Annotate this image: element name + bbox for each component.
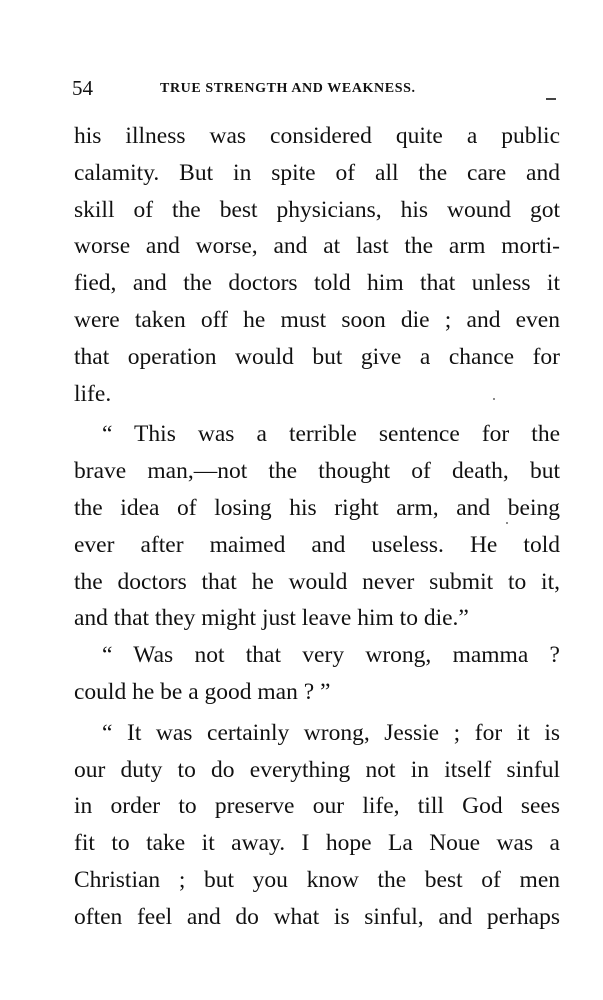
text-line: worse and worse, and at last the arm morti-	[74, 233, 560, 260]
running-title: TRUE STRENGTH AND WEAKNESS.	[160, 81, 416, 96]
text-line: fit to take it away. I hope La Noue was a	[74, 830, 560, 857]
text-line: and that they might just leave him to die.”	[74, 605, 469, 632]
ink-speck	[506, 522, 508, 524]
ink-speck	[493, 398, 495, 400]
text-line: the idea of losing his right arm, and being	[74, 494, 560, 521]
body-text	[74, 118, 560, 936]
text-line: his illness was considered quite a public	[74, 123, 560, 149]
text-line: brave man,—not the thought of death, but	[74, 458, 560, 485]
print-mark	[546, 98, 556, 100]
text-line: were taken off he must soon die ; and even	[74, 306, 560, 333]
paragraph-start-line: “ It was certainly wrong, Jessie ; for it is	[102, 719, 560, 746]
text-line: our duty to do everything not in itself sinful	[74, 756, 560, 783]
page-header	[72, 76, 562, 102]
text-line: calamity. But in spite of all the care and	[74, 159, 560, 186]
text-line: in order to preserve our life, till God sees	[74, 793, 560, 820]
text-line: the doctors that he would never submit to it,	[74, 568, 560, 595]
text-line: could he be a good man ? ”	[74, 678, 331, 705]
paragraph-start-line: “ Was not that very wrong, mamma ?	[102, 642, 560, 669]
text-line: life.	[74, 380, 112, 407]
page-number: 54	[72, 76, 93, 100]
text-line: Christian ; but you know the best of men	[74, 866, 560, 893]
text-line: fied, and the doctors told him that unless it	[74, 270, 560, 297]
text-line: often feel and do what is sinful, and perhaps	[74, 903, 560, 930]
text-line: skill of the best physicians, his wound got	[74, 196, 560, 223]
paragraph-start-line: “ This was a terrible sentence for the	[102, 421, 560, 448]
text-line: that operation would but give a chance for	[74, 343, 560, 370]
text-line: ever after maimed and useless. He told	[74, 531, 560, 558]
